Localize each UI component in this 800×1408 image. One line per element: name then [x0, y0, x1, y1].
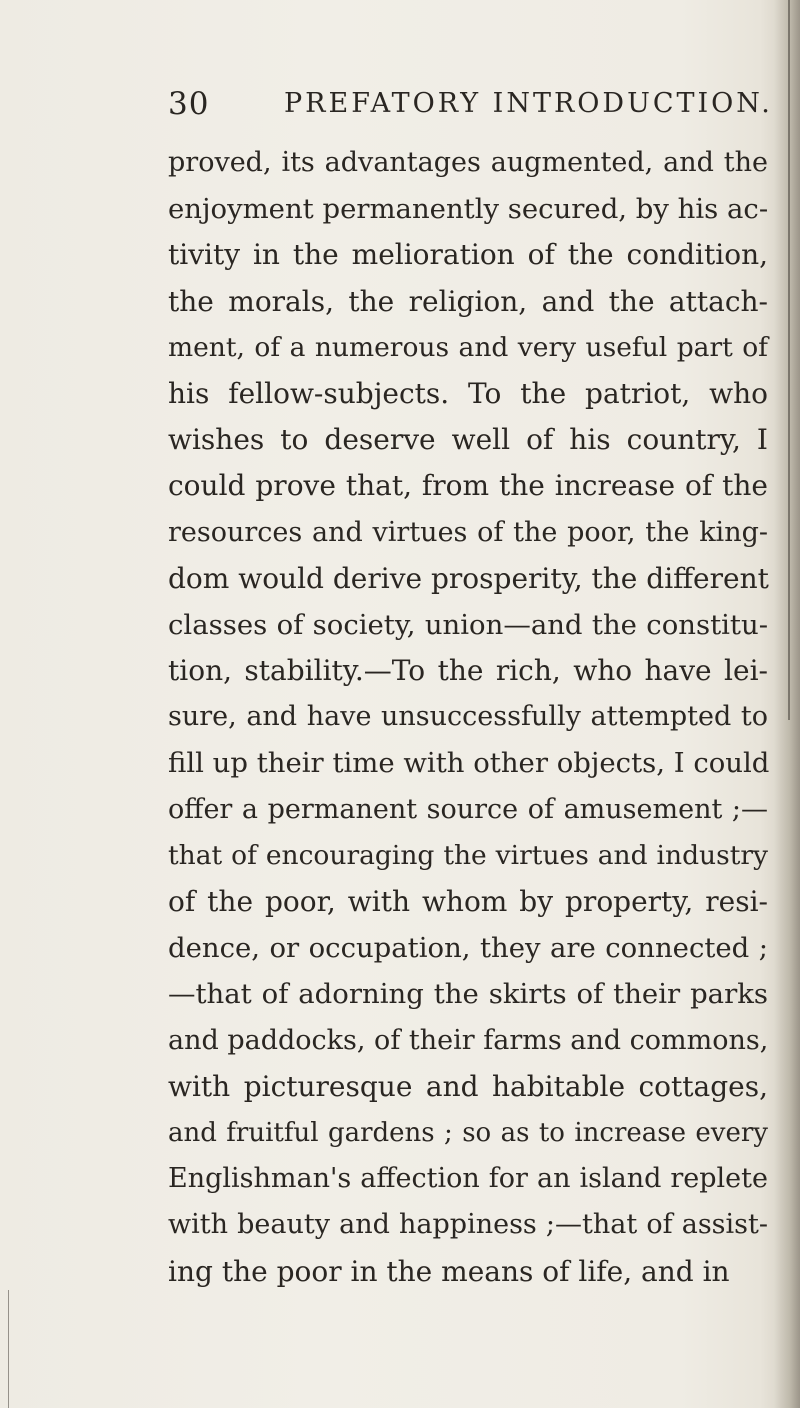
text-line: with beauty and happiness ;—that of assist- — [168, 1209, 768, 1241]
text-line: and paddocks, of their farms and commons, — [168, 1024, 769, 1056]
text-line: sure, and have unsuccessfully attempted to — [168, 701, 768, 733]
running-head — [168, 86, 773, 126]
text-line: tivity in the melioration of the condition, — [168, 238, 768, 272]
body-text — [168, 140, 768, 1295]
text-line: resources and virtues of the poor, the king- — [168, 516, 768, 548]
text-line: dence, or occupation, they are connected ; — [168, 932, 768, 965]
text-line: could prove that, from the increase of the — [168, 469, 768, 503]
text-line: fill up their time with other objects, I could — [168, 747, 770, 780]
text-line: that of encouraging the virtues and industry — [168, 839, 768, 871]
running-head-title: PREFATORY INTRODUCTION. — [284, 88, 773, 119]
text-line: dom would derive prosperity, the different — [168, 561, 769, 595]
text-line: of the poor, with whom by property, resi- — [168, 885, 768, 918]
page-edge-line — [788, 0, 790, 720]
text-line: tion, stability.—To the rich, who have lei- — [168, 654, 768, 688]
text-line: offer a permanent source of amusement ;— — [168, 793, 768, 825]
text-line: and fruitful gardens ; so as to increase every — [168, 1117, 768, 1148]
text-line: —that of adorning the skirts of their parks — [168, 978, 768, 1011]
page-number: 30 — [168, 86, 210, 122]
page-edge-shadow — [774, 0, 800, 1408]
text-line: the morals, the religion, and the attach- — [168, 284, 768, 318]
text-line: enjoyment permanently secured, by his ac- — [168, 193, 769, 226]
margin-rule — [8, 1290, 9, 1408]
text-line: with picturesque and habitable cottages, — [168, 1069, 768, 1103]
text-line: ing the poor in the means of life, and in — [168, 1254, 730, 1288]
text-line: classes of society, union—and the constitu- — [168, 608, 768, 641]
text-line: proved, its advantages augmented, and the — [168, 147, 768, 178]
text-line: ment, of a numerous and very useful part of — [168, 331, 768, 363]
text-line: Englishman's affection for an island replete — [168, 1163, 768, 1195]
text-line: his fellow-subjects. To the patriot, who — [168, 376, 768, 410]
text-line: wishes to deserve well of his country, I — [168, 423, 768, 457]
